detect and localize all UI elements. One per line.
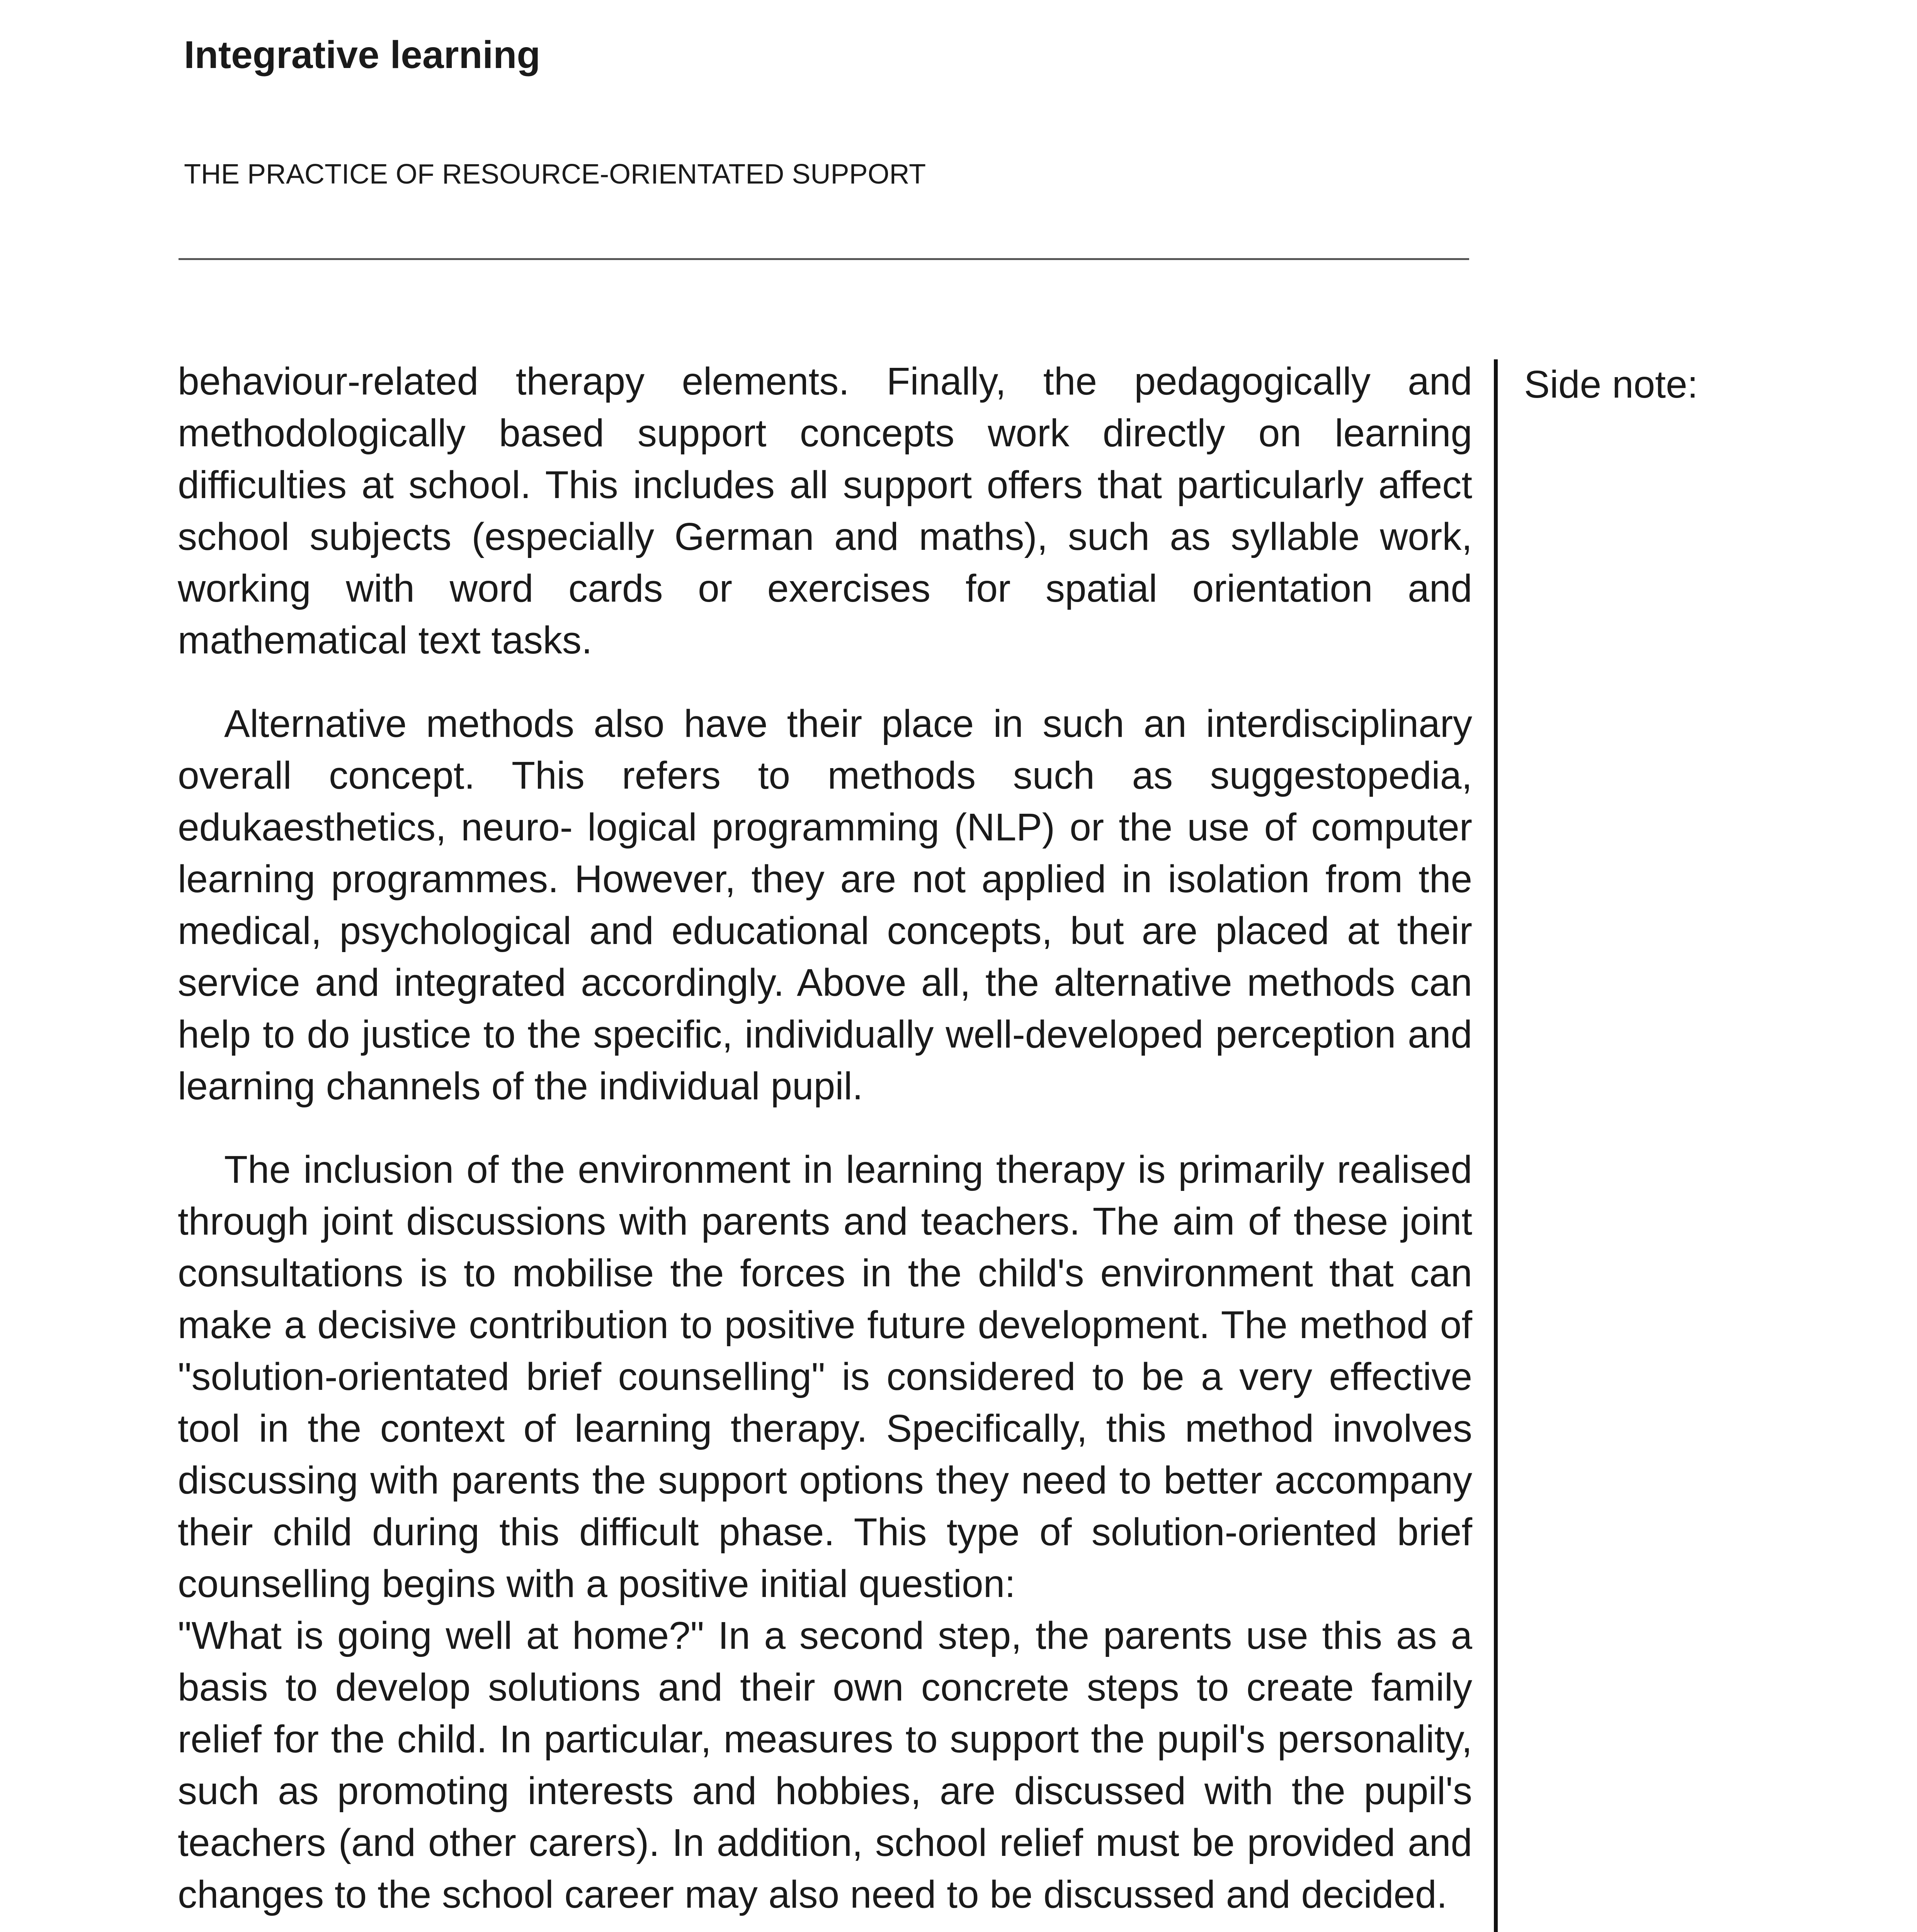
- paragraph-3: The inclusion of the environment in learning therapy is primarily realised through joint discussions with parents and teachers. The aim of these joint consultations is to mobilise the forces in the child's environment that can make a decisive contribution to positive future development. The method of "solution-orientated brief counselling" is considered to be a very effective tool in the context of learning therapy. Specifically, this method involves discussing with parents the support options they need to better accompany their child during this difficult phase. This type of solution-oriented brief counselling begins with a positive initial question:: [178, 1148, 1472, 1605]
- running-header-subtitle: THE PRACTICE OF RESOURCE-ORIENTATED SUPPORT: [184, 159, 926, 190]
- running-header-title: Integrative learning: [184, 33, 541, 77]
- header-divider: [179, 258, 1469, 260]
- paragraph-2: Alternative methods also have their place in such an interdisciplinary overall concept. This refers to methods such as suggestopedia, edukaesthetics, neuro- logical programming (NLP) or the use of computer learning programmes. However, they are not applied in isolation from the medical, psychological and educational concepts, but are placed at their service and integrated accordingly. Above all, the alternative methods can help to do justice to the specific, individually well-developed perception and learning channels of the individual pupil.: [178, 702, 1472, 1108]
- paragraph-1: behaviour-related therapy elements. Finally, the pedagogically and methodologically based support concepts work directly on learning difficulties at school. This includes all support offers that particularly affect school subjects (especially German and maths), such as syllable work, working with word cards or exercises for spatial orientation and mathematical text tasks.: [178, 360, 1472, 662]
- side-note-label: Side note:: [1524, 363, 1698, 406]
- margin-divider: [1494, 359, 1498, 1932]
- paragraph-4: "What is going well at home?" In a second step, the parents use this as a basis to develop solutions and their own concrete steps to create family relief for the child. In particular, measures to support the pupil's personality, such as promoting interests and hobbies, are discussed with the pupil's teachers (and other carers). In addition, school relief must be provided and changes to the school career may also need to be discussed and decided.: [178, 1614, 1472, 1916]
- main-text-column: [178, 355, 1472, 1932]
